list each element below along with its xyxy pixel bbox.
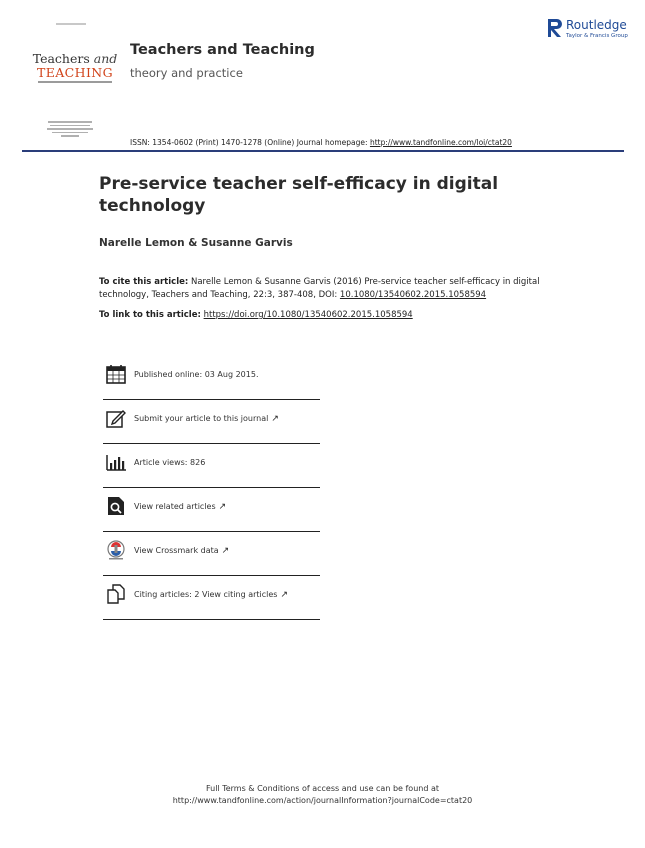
- crossmark-label: View Crossmark data ↗: [134, 546, 230, 556]
- footer-terms: [0, 783, 645, 807]
- footer-line1: Full Terms & Conditions of access and use can be found at: [205, 784, 439, 793]
- external-link-icon: ↗: [271, 414, 279, 424]
- doi-link[interactable]: 10.1080/13540602.2015.1058594: [339, 290, 487, 300]
- external-link-icon: ↗: [221, 546, 230, 556]
- permalink-block: To link to this article: https://doi.org/10.1080/13540602.2015.1058594: [99, 310, 413, 320]
- related-articles-row[interactable]: [103, 487, 320, 532]
- citation-block: To cite this article: Narelle Lemon & Susanne Garvis (2016) Pre-service teacher self-efficacy in digital technology, Teachers and Teaching, 22:3, 387-408, DOI: 10.1080/13540602.2015.1058594: [99, 277, 540, 300]
- external-link-icon: ↗: [218, 502, 227, 512]
- crossmark-icon: [105, 539, 127, 561]
- journal-title[interactable]: Teachers and Teaching: [130, 42, 315, 58]
- published-online-row: [103, 355, 320, 400]
- external-link-icon: ↗: [280, 590, 288, 600]
- cover-small-print: [45, 121, 95, 139]
- journal-subtitle: theory and practice: [130, 66, 243, 80]
- footer-terms-link[interactable]: http://www.tandfonline.com/action/journalInformation?journalCode=ctat20: [172, 796, 473, 805]
- article-title: Pre-service teacher self-efficacy in digital technology: [99, 174, 499, 216]
- routledge-logo-icon: [548, 17, 564, 39]
- crossmark-row[interactable]: [103, 531, 320, 576]
- calendar-icon: [105, 363, 127, 385]
- journal-logo-subline: [38, 81, 112, 83]
- article-views-row: [103, 443, 320, 488]
- publisher-tagline: Taylor & Francis Group: [566, 33, 628, 39]
- related-articles-label: View related articles ↗: [134, 502, 227, 512]
- submit-article-label: Submit your article to this journal ↗: [134, 414, 279, 424]
- issn-line: ISSN: 1354-0602 (Print) 1470-1278 (Online) Journal homepage: http://www.tandfonline.com/loi/ctat20: [130, 138, 512, 147]
- article-authors: Narelle Lemon & Susanne Garvis: [99, 237, 293, 249]
- citing-articles-label: Citing articles: 2 View citing articles ↗: [134, 590, 288, 600]
- edit-icon: [105, 407, 127, 429]
- document-search-icon: [105, 495, 127, 517]
- citing-articles-row[interactable]: [103, 575, 320, 620]
- article-views-label: Article views: 826: [134, 458, 206, 467]
- journal-homepage-link[interactable]: http://www.tandfonline.com/loi/ctat20: [369, 138, 512, 147]
- article-permalink[interactable]: https://doi.org/10.1080/13540602.2015.1058594: [203, 310, 413, 320]
- journal-logo-line1: Teachers and: [32, 51, 118, 66]
- submit-article-row[interactable]: [103, 399, 320, 444]
- publisher-name: Routledge: [566, 18, 627, 32]
- cover-top-mark: [56, 23, 86, 25]
- citing-documents-icon: [105, 583, 127, 605]
- journal-logo-line2: TEACHING: [36, 65, 113, 80]
- header-divider: [22, 150, 624, 152]
- bar-chart-icon: [105, 451, 127, 473]
- published-online-label: Published online: 03 Aug 2015.: [134, 370, 259, 379]
